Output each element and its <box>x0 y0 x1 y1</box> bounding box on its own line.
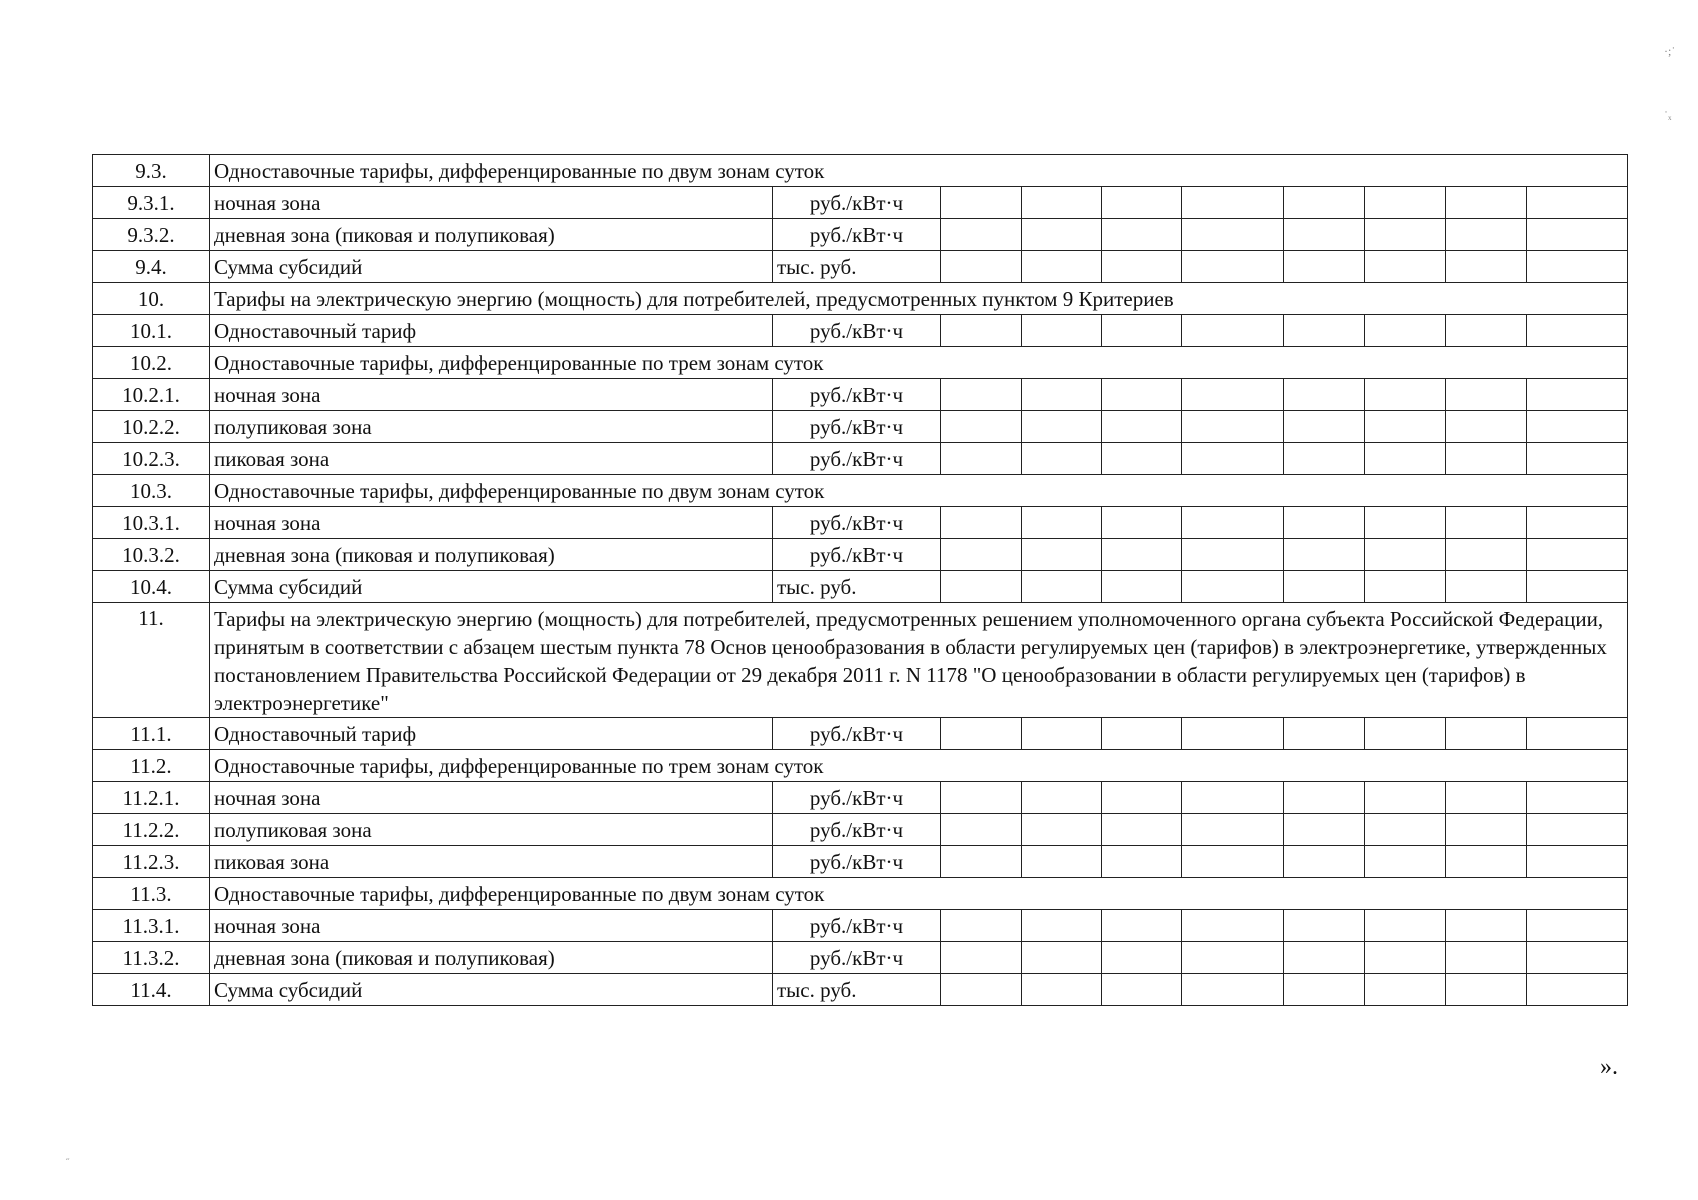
unit-cell: руб./кВт·ч <box>773 814 941 846</box>
value-cell <box>1022 507 1102 539</box>
table-row <box>93 718 1628 750</box>
section-row <box>93 603 1628 718</box>
unit-cell: тыс. руб. <box>773 251 941 283</box>
value-cell <box>1102 411 1182 443</box>
value-cell <box>1102 782 1182 814</box>
unit-cell: руб./кВт·ч <box>773 910 941 942</box>
row-title: пиковая зона <box>210 443 773 475</box>
row-number: 11.3.2. <box>93 942 210 974</box>
unit-cell: руб./кВт·ч <box>773 315 941 347</box>
value-cell <box>941 846 1022 878</box>
value-cell <box>1365 539 1446 571</box>
value-cell <box>1365 443 1446 475</box>
row-title: Одноставочный тариф <box>210 718 773 750</box>
unit-cell: руб./кВт·ч <box>773 379 941 411</box>
value-cell <box>1022 814 1102 846</box>
value-cell <box>1102 187 1182 219</box>
row-title: Сумма субсидий <box>210 974 773 1006</box>
unit-cell: руб./кВт·ч <box>773 782 941 814</box>
value-cell <box>1102 718 1182 750</box>
row-number: 11.1. <box>93 718 210 750</box>
value-cell <box>1022 379 1102 411</box>
value-cell <box>1284 507 1365 539</box>
row-number: 10. <box>93 283 210 315</box>
value-cell <box>1182 507 1284 539</box>
row-number: 11. <box>93 603 210 718</box>
value-cell <box>1365 507 1446 539</box>
section-row <box>93 347 1628 379</box>
value-cell <box>1446 718 1527 750</box>
value-cell <box>1182 219 1284 251</box>
value-cell <box>1284 782 1365 814</box>
value-cell <box>1527 187 1628 219</box>
value-cell <box>1182 539 1284 571</box>
value-cell <box>1284 315 1365 347</box>
table-row <box>93 315 1628 347</box>
unit-cell: руб./кВт·ч <box>773 718 941 750</box>
value-cell <box>1527 539 1628 571</box>
value-cell <box>1527 411 1628 443</box>
section-row <box>93 283 1628 315</box>
value-cell <box>941 571 1022 603</box>
value-cell <box>1102 974 1182 1006</box>
value-cell <box>1284 571 1365 603</box>
value-cell <box>1446 315 1527 347</box>
scan-speck: ˝ <box>66 1158 70 1169</box>
value-cell <box>1446 782 1527 814</box>
table-row <box>93 379 1628 411</box>
value-cell <box>1284 219 1365 251</box>
row-number: 10.3.1. <box>93 507 210 539</box>
value-cell <box>1284 251 1365 283</box>
value-cell <box>1182 315 1284 347</box>
value-cell <box>1446 507 1527 539</box>
value-cell <box>1284 379 1365 411</box>
value-cell <box>1022 443 1102 475</box>
row-number: 9.3. <box>93 155 210 187</box>
value-cell <box>1527 718 1628 750</box>
value-cell <box>941 539 1022 571</box>
table-row <box>93 846 1628 878</box>
value-cell <box>1446 187 1527 219</box>
value-cell <box>1022 219 1102 251</box>
row-title: полупиковая зона <box>210 814 773 846</box>
unit-cell: руб./кВт·ч <box>773 539 941 571</box>
value-cell <box>1365 846 1446 878</box>
value-cell <box>1182 187 1284 219</box>
value-cell <box>1022 942 1102 974</box>
row-number: 9.4. <box>93 251 210 283</box>
row-number: 9.3.2. <box>93 219 210 251</box>
row-title: Одноставочный тариф <box>210 315 773 347</box>
row-title: ночная зона <box>210 379 773 411</box>
value-cell <box>941 251 1022 283</box>
section-row <box>93 750 1628 782</box>
value-cell <box>1446 251 1527 283</box>
value-cell <box>1022 910 1102 942</box>
value-cell <box>1365 219 1446 251</box>
value-cell <box>1527 942 1628 974</box>
table-row <box>93 443 1628 475</box>
table-row <box>93 187 1628 219</box>
value-cell <box>1446 974 1527 1006</box>
value-cell <box>1102 379 1182 411</box>
unit-cell: руб./кВт·ч <box>773 443 941 475</box>
value-cell <box>1022 846 1102 878</box>
value-cell <box>1022 718 1102 750</box>
value-cell <box>1022 187 1102 219</box>
row-title: Одноставочные тарифы, дифференцированные по трем зонам суток <box>210 347 1628 379</box>
table-row <box>93 251 1628 283</box>
value-cell <box>1102 910 1182 942</box>
row-number: 11.2.1. <box>93 782 210 814</box>
value-cell <box>1365 782 1446 814</box>
value-cell <box>1182 942 1284 974</box>
value-cell <box>1527 782 1628 814</box>
value-cell <box>1182 782 1284 814</box>
value-cell <box>1284 814 1365 846</box>
table-row <box>93 539 1628 571</box>
value-cell <box>1446 910 1527 942</box>
value-cell <box>1365 814 1446 846</box>
value-cell <box>1022 571 1102 603</box>
table-row <box>93 782 1628 814</box>
value-cell <box>1365 187 1446 219</box>
value-cell <box>1527 571 1628 603</box>
value-cell <box>1527 507 1628 539</box>
unit-cell: руб./кВт·ч <box>773 942 941 974</box>
value-cell <box>1527 974 1628 1006</box>
value-cell <box>941 814 1022 846</box>
value-cell <box>1284 942 1365 974</box>
row-number: 11.2.3. <box>93 846 210 878</box>
value-cell <box>1365 571 1446 603</box>
value-cell <box>1284 539 1365 571</box>
row-title: дневная зона (пиковая и полупиковая) <box>210 219 773 251</box>
row-number: 11.2.2. <box>93 814 210 846</box>
table-row <box>93 942 1628 974</box>
table-body <box>93 155 1628 1006</box>
scan-speck: ·;˙ <box>1664 44 1676 58</box>
row-number: 10.2.1. <box>93 379 210 411</box>
value-cell <box>1446 571 1527 603</box>
value-cell <box>941 187 1022 219</box>
row-number: 11.2. <box>93 750 210 782</box>
row-title: Тарифы на электрическую энергию (мощность) для потребителей, предусмотренных пунктом 9 Критериев <box>210 283 1628 315</box>
value-cell <box>1365 379 1446 411</box>
row-title: пиковая зона <box>210 846 773 878</box>
row-number: 10.2.3. <box>93 443 210 475</box>
closing-quote-mark: ». <box>1600 1054 1618 1080</box>
value-cell <box>941 942 1022 974</box>
row-title: Сумма субсидий <box>210 251 773 283</box>
value-cell <box>941 315 1022 347</box>
row-number: 10.4. <box>93 571 210 603</box>
value-cell <box>1365 942 1446 974</box>
scan-speck: ˙ₓ <box>1664 108 1672 122</box>
value-cell <box>1102 539 1182 571</box>
value-cell <box>1446 219 1527 251</box>
row-title: Одноставочные тарифы, дифференцированные по двум зонам суток <box>210 475 1628 507</box>
value-cell <box>1182 974 1284 1006</box>
value-cell <box>1182 443 1284 475</box>
value-cell <box>1365 411 1446 443</box>
value-cell <box>1365 718 1446 750</box>
row-title: ночная зона <box>210 910 773 942</box>
tariff-table <box>92 154 1628 1006</box>
row-title: Одноставочные тарифы, дифференцированные по трем зонам суток <box>210 750 1628 782</box>
value-cell <box>1102 846 1182 878</box>
value-cell <box>1446 814 1527 846</box>
value-cell <box>1365 251 1446 283</box>
table-row <box>93 910 1628 942</box>
value-cell <box>1022 974 1102 1006</box>
row-number: 10.2.2. <box>93 411 210 443</box>
value-cell <box>941 507 1022 539</box>
value-cell <box>1284 718 1365 750</box>
value-cell <box>1182 571 1284 603</box>
value-cell <box>1527 219 1628 251</box>
table-row <box>93 974 1628 1006</box>
section-row <box>93 155 1628 187</box>
value-cell <box>1446 846 1527 878</box>
value-cell <box>1102 219 1182 251</box>
value-cell <box>1022 782 1102 814</box>
value-cell <box>1365 315 1446 347</box>
row-number: 11.4. <box>93 974 210 1006</box>
value-cell <box>1527 846 1628 878</box>
unit-cell: тыс. руб. <box>773 571 941 603</box>
value-cell <box>1527 379 1628 411</box>
section-row <box>93 475 1628 507</box>
value-cell <box>1182 910 1284 942</box>
value-cell <box>1182 718 1284 750</box>
value-cell <box>1527 251 1628 283</box>
unit-cell: руб./кВт·ч <box>773 507 941 539</box>
value-cell <box>1284 974 1365 1006</box>
value-cell <box>1182 251 1284 283</box>
value-cell <box>941 910 1022 942</box>
value-cell <box>941 443 1022 475</box>
table-row <box>93 507 1628 539</box>
row-title: ночная зона <box>210 507 773 539</box>
value-cell <box>941 219 1022 251</box>
row-number: 10.1. <box>93 315 210 347</box>
value-cell <box>1022 411 1102 443</box>
row-title: ночная зона <box>210 187 773 219</box>
unit-cell: руб./кВт·ч <box>773 219 941 251</box>
value-cell <box>1102 443 1182 475</box>
table-row <box>93 571 1628 603</box>
value-cell <box>1446 443 1527 475</box>
row-title: дневная зона (пиковая и полупиковая) <box>210 539 773 571</box>
value-cell <box>1527 814 1628 846</box>
value-cell <box>1284 411 1365 443</box>
unit-cell: руб./кВт·ч <box>773 846 941 878</box>
row-title: ночная зона <box>210 782 773 814</box>
table-row <box>93 814 1628 846</box>
value-cell <box>1284 443 1365 475</box>
value-cell <box>1527 315 1628 347</box>
row-number: 10.3. <box>93 475 210 507</box>
value-cell <box>1102 251 1182 283</box>
value-cell <box>941 379 1022 411</box>
section-row <box>93 878 1628 910</box>
row-title: Тарифы на электрическую энергию (мощность) для потребителей, предусмотренных решением уполномоченного органа субъекта Российской Федерации, принятым в соответствии с абзацем шестым пункта 78 Основ ценообразования в области регулируемых цен (тарифов) в электроэнергетике, утвержденных постановлением Правительства Российской Федерации от 29 декабря 2011 г. N 1178 "О ценообразовании в области регулируемых цен (тарифов) в электроэнергетике" <box>210 603 1628 718</box>
value-cell <box>1365 974 1446 1006</box>
row-title: Одноставочные тарифы, дифференцированные по двум зонам суток <box>210 155 1628 187</box>
row-title: Одноставочные тарифы, дифференцированные по двум зонам суток <box>210 878 1628 910</box>
value-cell <box>1182 379 1284 411</box>
value-cell <box>1182 411 1284 443</box>
value-cell <box>1102 507 1182 539</box>
value-cell <box>1102 571 1182 603</box>
value-cell <box>1527 443 1628 475</box>
row-title: Сумма субсидий <box>210 571 773 603</box>
value-cell <box>941 782 1022 814</box>
value-cell <box>1446 539 1527 571</box>
value-cell <box>1022 539 1102 571</box>
row-number: 10.3.2. <box>93 539 210 571</box>
row-title: дневная зона (пиковая и полупиковая) <box>210 942 773 974</box>
table-row <box>93 411 1628 443</box>
value-cell <box>1102 942 1182 974</box>
row-title: полупиковая зона <box>210 411 773 443</box>
value-cell <box>1284 910 1365 942</box>
row-number: 11.3. <box>93 878 210 910</box>
value-cell <box>1446 411 1527 443</box>
value-cell <box>941 411 1022 443</box>
value-cell <box>1102 814 1182 846</box>
value-cell <box>1284 846 1365 878</box>
unit-cell: руб./кВт·ч <box>773 187 941 219</box>
value-cell <box>1022 251 1102 283</box>
row-number: 9.3.1. <box>93 187 210 219</box>
unit-cell: тыс. руб. <box>773 974 941 1006</box>
value-cell <box>1182 846 1284 878</box>
table-row <box>93 219 1628 251</box>
value-cell <box>1182 814 1284 846</box>
value-cell <box>1527 910 1628 942</box>
value-cell <box>1102 315 1182 347</box>
value-cell <box>1365 910 1446 942</box>
value-cell <box>1446 942 1527 974</box>
unit-cell: руб./кВт·ч <box>773 411 941 443</box>
value-cell <box>1022 315 1102 347</box>
value-cell <box>1284 187 1365 219</box>
value-cell <box>1446 379 1527 411</box>
value-cell <box>941 718 1022 750</box>
row-number: 10.2. <box>93 347 210 379</box>
row-number: 11.3.1. <box>93 910 210 942</box>
value-cell <box>941 974 1022 1006</box>
